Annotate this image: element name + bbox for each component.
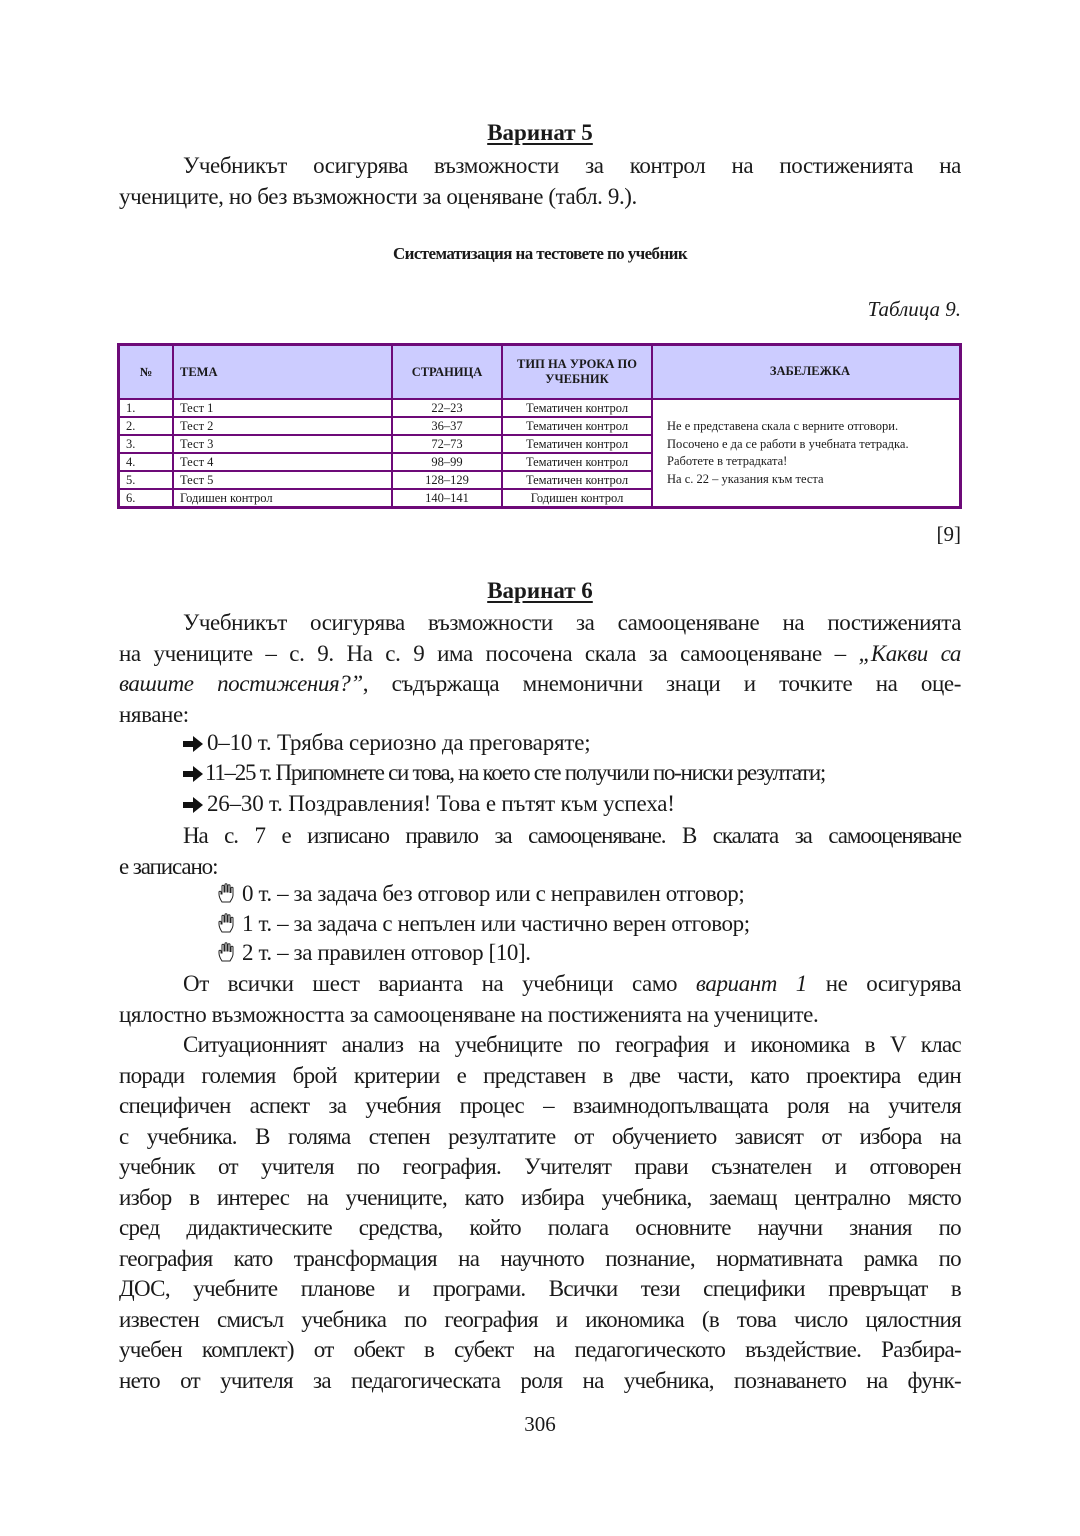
cell-type: Тематичен контрол [502, 435, 652, 453]
cell-num: 4. [119, 453, 174, 471]
scale-item-text: 0–10 т. Трябва сериозно да преговаряте; [207, 730, 591, 755]
cell-type: Тематичен контрол [502, 471, 652, 489]
cell-num: 1. [119, 399, 174, 417]
hand-icon [218, 942, 238, 968]
section6-heading: Варинат 6 [487, 578, 593, 603]
header-type: ТИП НА УРОКА ПО УЧЕБНИК [502, 345, 652, 400]
paragraph-line: учебен комплект) от обект в субект на педагогическото въздействие. Разбира- [119, 1337, 961, 1362]
arrow-right-icon [183, 732, 207, 758]
cell-page: 98–99 [392, 453, 502, 471]
cell-num: 6. [119, 489, 174, 508]
paragraph-line: с учебника. В голяма степен резултатите от обучението зависят от избора на [119, 1123, 961, 1149]
quote-italic: вашите постижения?” [119, 671, 363, 696]
page-number: 306 [524, 1412, 556, 1436]
points-item [218, 881, 744, 909]
paragraph-line: учениците, но без възможности за оценяване (табл. 9.). [119, 183, 637, 209]
header-num: № [119, 345, 174, 400]
paragraph-line: география като трансформация на научното познание, нормативната рамка по [119, 1245, 961, 1271]
note-line: Не е представена скала с верните отговори. [667, 419, 899, 433]
points-item-text: 0 т. – за задача без отговор или с неправилен отговор; [242, 881, 745, 906]
section5-heading: Варинат 5 [487, 120, 593, 145]
cell-topic: Тест 4 [173, 453, 392, 471]
cell-type: Тематичен контрол [502, 417, 652, 435]
section6-rule [119, 821, 961, 882]
section6-intro [119, 608, 961, 730]
cell-topic: Тест 5 [173, 471, 392, 489]
cell-type: Тематичен контрол [502, 399, 652, 417]
points-item-text: 2 т. – за правилен отговор [10]. [242, 940, 531, 965]
header-page: СТРАНИЦА [392, 345, 502, 400]
header-topic: ТЕМА [173, 345, 392, 400]
table-title: Систематизация на тестовете по учебник [392, 244, 688, 263]
hand-icon [218, 883, 238, 909]
arrow-right-icon [183, 793, 207, 819]
scale-item-text: 11–25 т. Припомнете си това, на което сте получили по-ниски резултати; [205, 760, 826, 785]
cell-page: 36–37 [392, 417, 502, 435]
note-line: Посочено е да се работи в учебната тетрадка. [667, 436, 909, 451]
cell-num: 2. [119, 417, 174, 435]
table-header-row [119, 345, 961, 400]
cell-type: Годишен контрол [502, 489, 652, 508]
arrow-right-icon [183, 762, 205, 788]
paragraph-line: известен смисъл учебника по география и икономика (в това число цялостния [119, 1306, 961, 1332]
cell-topic: Тест 3 [173, 435, 392, 453]
scale-item [183, 730, 590, 758]
hand-icon [218, 913, 238, 939]
paragraph-line: сред дидактическите средства, който полага основните научни знания по [119, 1215, 961, 1240]
paragraph-line [119, 639, 961, 670]
paragraph-line: учебник от учителя по география. Учителят прави съзнателен и отговорен [119, 1154, 961, 1179]
analysis-paragraph [119, 1030, 961, 1396]
cell-topic: Тест 2 [173, 417, 392, 435]
paragraph-line: избор в интерес на учениците, като избира учебника, заемащ централно място [119, 1184, 961, 1210]
text-run: не осигурява [806, 971, 962, 996]
paragraph-line: На с. 7 е изписано правило за самооценяване. В скалата за самооценяване [183, 823, 961, 848]
variant-italic: вариант 1 [695, 971, 807, 996]
scale-item-text: 26–30 т. Поздравления! Това е пътят към успеха! [207, 791, 675, 816]
paragraph-line: специфичен аспект за учебния процес – взаимнодопълващата роля на учителя [119, 1093, 961, 1118]
cell-topic: Тест 1 [173, 399, 392, 417]
section6-summary [119, 969, 961, 1030]
scale-item [183, 791, 675, 819]
table-label: Таблица 9. [867, 297, 961, 321]
cell-page: 140–141 [392, 489, 502, 508]
cell-page: 22–23 [392, 399, 502, 417]
note-line: Работете в тетрадката! [667, 454, 788, 468]
points-item-text: 1 т. – за задача с непълен или частично верен отговор; [242, 911, 750, 936]
text-run: От всички шест варианта на учебници само [183, 971, 696, 996]
paragraph-line: е записано: [119, 853, 218, 879]
cell-num: 3. [119, 435, 174, 453]
paragraph-line: Учебникът осигурява възможности за самооценяване на постиженията [183, 610, 961, 635]
note-line: На с. 22 – указания към теста [667, 471, 824, 486]
cell-topic: Годишен контрол [173, 489, 392, 508]
text-run: , съдържаща мнемонични знаци и точките на оце- [362, 671, 961, 696]
paragraph-line: няване: [119, 701, 189, 727]
scale-item [183, 760, 825, 788]
source-reference: [9] [936, 522, 961, 546]
paragraph-line: поради големия брой критерии е представен в две части, като проектира един [119, 1062, 961, 1088]
paragraph-line [119, 669, 961, 700]
section5-paragraph [119, 151, 961, 212]
table-row [119, 399, 961, 417]
cell-page: 128–129 [392, 471, 502, 489]
paragraph-line: цялостно възможността за самооценяване на постиженията на учениците. [119, 1001, 819, 1027]
cell-type: Тематичен контрол [502, 453, 652, 471]
points-item [218, 940, 531, 968]
paragraph-line: нето от учителя за педагогическата роля на учебника, познаването на функ- [119, 1367, 961, 1393]
text-run: на учениците – с. 9. На с. 9 има посочена скала за самооценяване – [119, 640, 859, 666]
cell-num: 5. [119, 471, 174, 489]
quote-italic: „Какви са [858, 640, 961, 666]
paragraph-line: ДОС, учебните планове и програми. Всички тези специфики превръщат в [119, 1276, 961, 1301]
header-note: ЗАБЕЛЕЖКА [652, 345, 961, 400]
paragraph-line: Учебникът осигурява възможности за контрол на постиженията на [183, 153, 961, 178]
paragraph-line: Ситуационният анализ на учебниците по география и икономика в V клас [183, 1032, 961, 1057]
tests-table [117, 343, 962, 509]
points-item [218, 911, 750, 939]
cell-page: 72–73 [392, 435, 502, 453]
paragraph-line [119, 969, 961, 1000]
cell-note [652, 399, 961, 508]
